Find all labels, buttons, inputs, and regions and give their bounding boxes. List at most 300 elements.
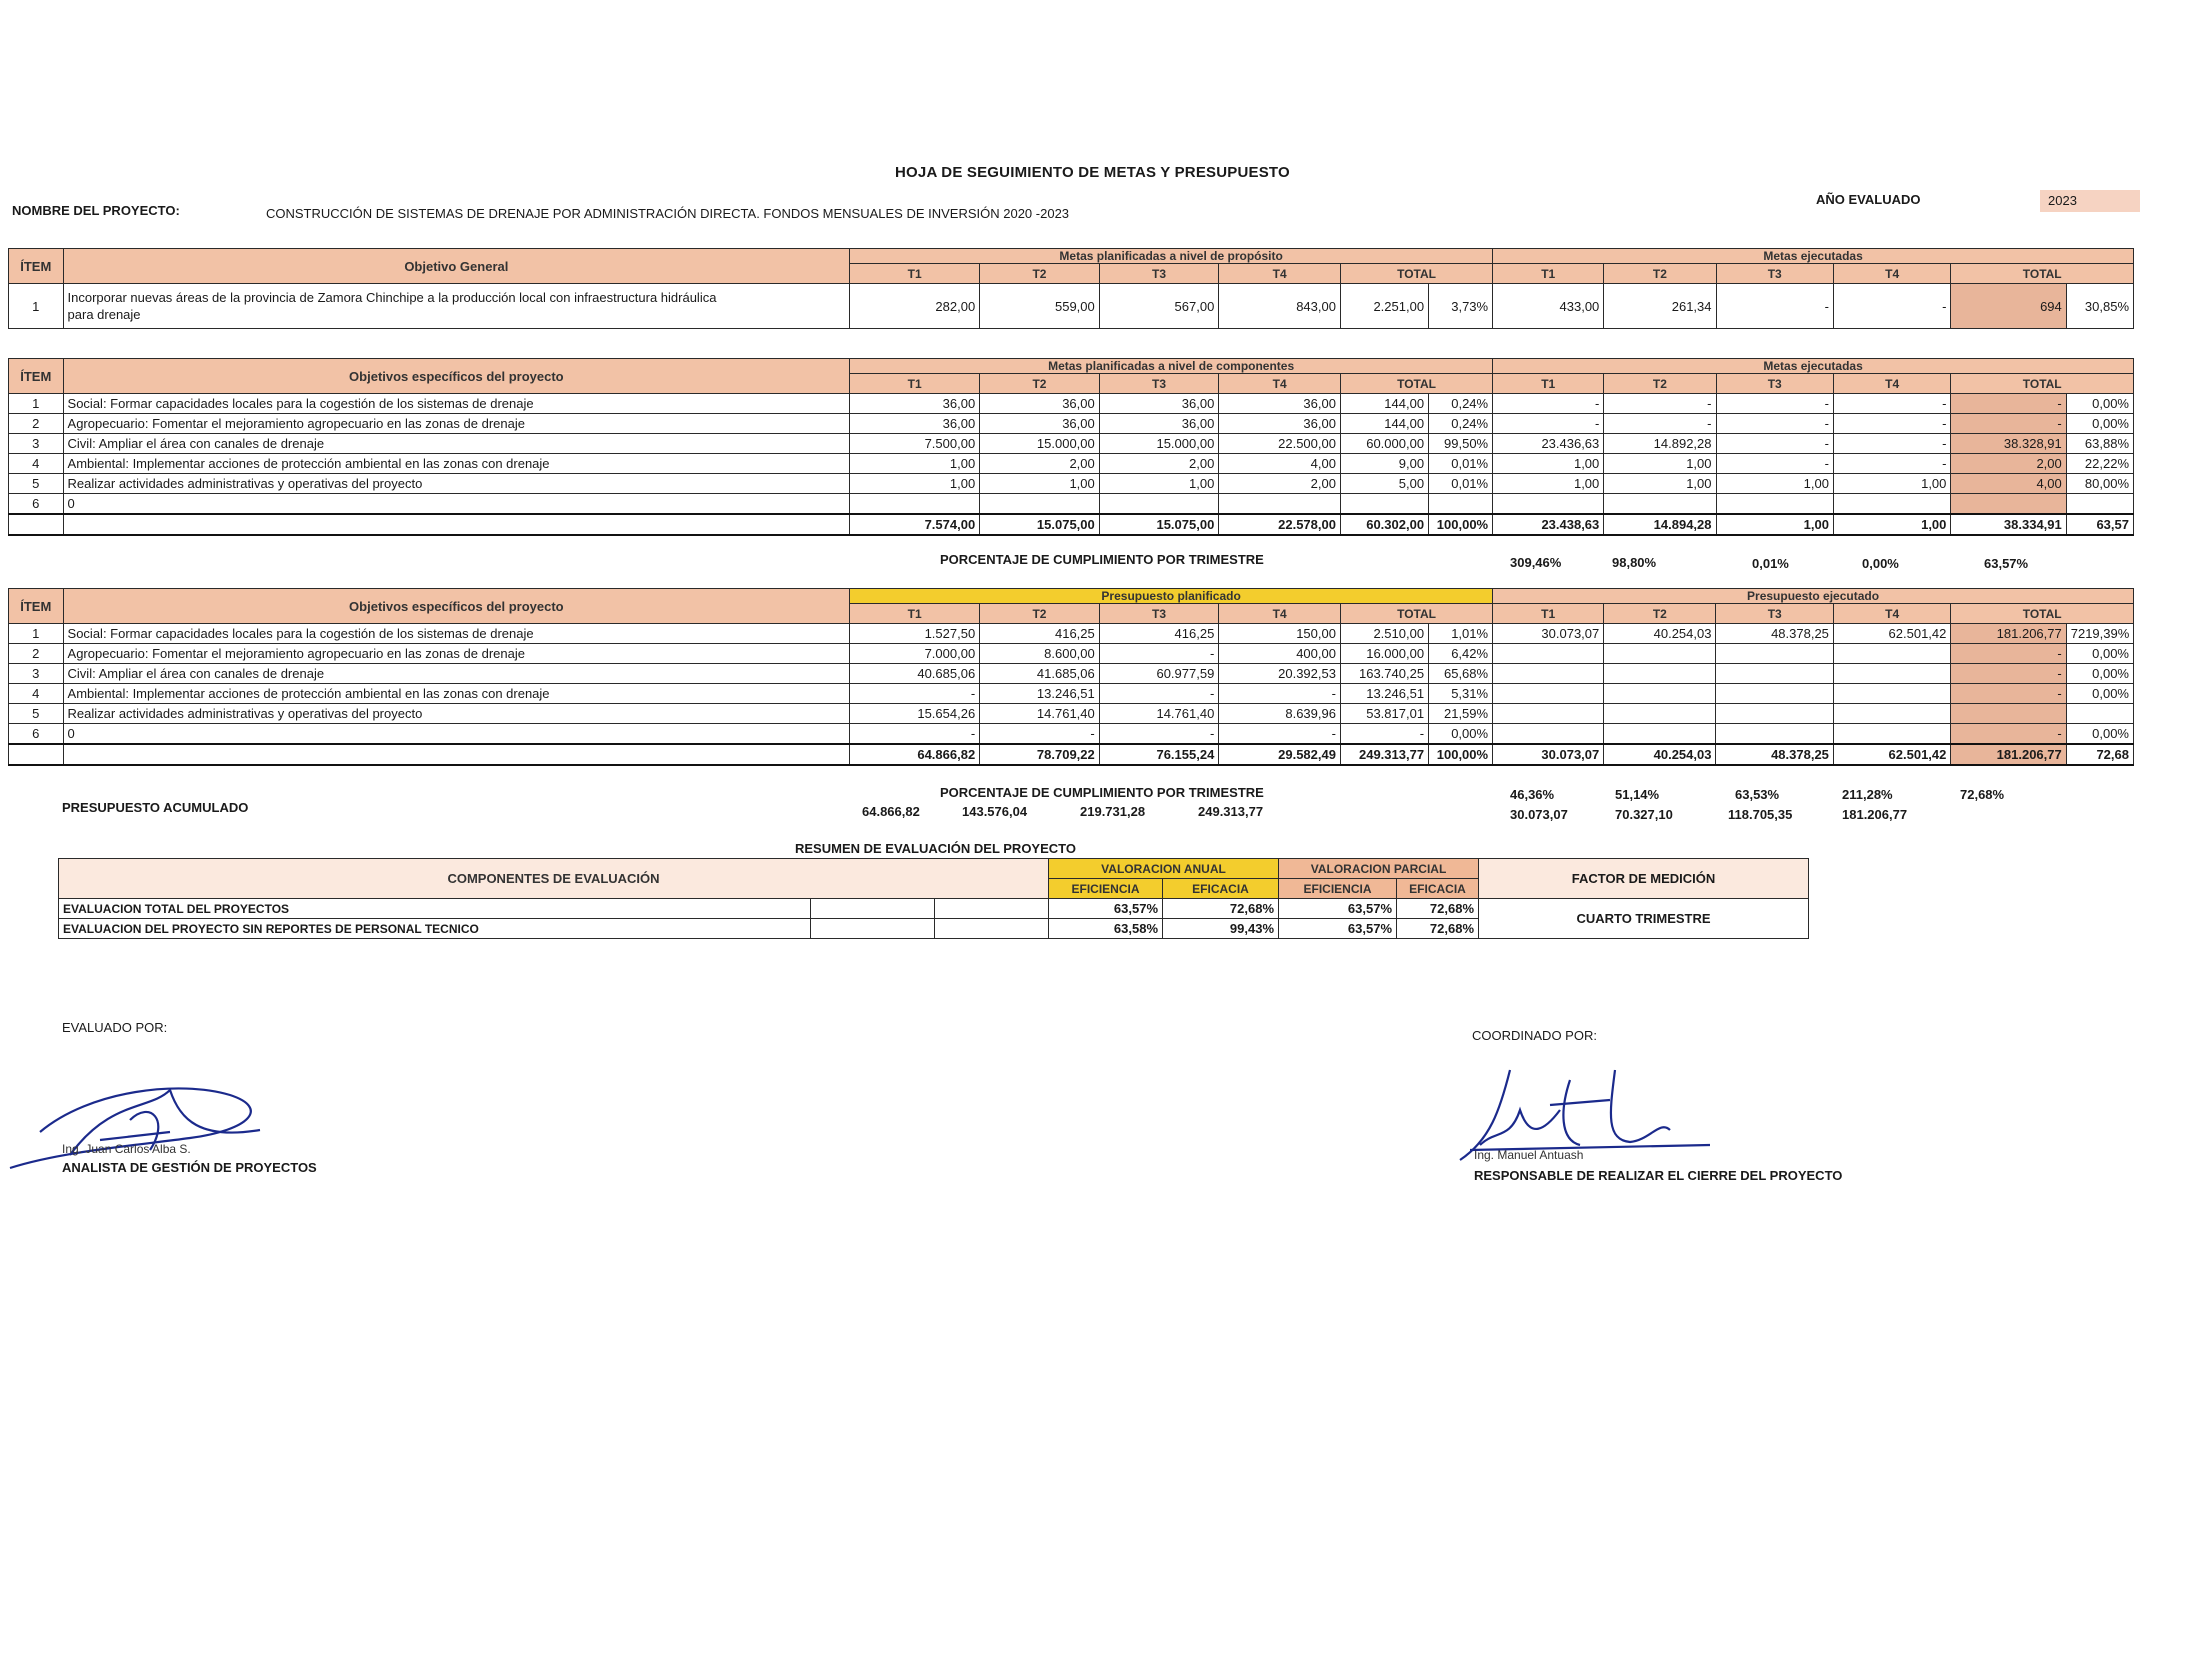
cell xyxy=(1833,724,1950,745)
accumulated-label: PRESUPUESTO ACUMULADO xyxy=(62,800,249,815)
cell xyxy=(1493,724,1604,745)
objective-header: Objetivos específicos del proyecto xyxy=(63,589,850,624)
compliance-q4: 0,00% xyxy=(1862,556,1899,571)
summary-cell: 99,43% xyxy=(1163,919,1279,939)
year-value: 2023 xyxy=(2040,190,2140,212)
summary-cell: 72,68% xyxy=(1397,919,1479,939)
cell xyxy=(1219,494,1341,515)
item-number: 6 xyxy=(9,724,64,745)
cell: 14.761,40 xyxy=(980,704,1100,724)
cell: - xyxy=(850,724,980,745)
coordinator-role: RESPONSABLE DE REALIZAR EL CIERRE DEL PROYECTO xyxy=(1474,1168,1843,1183)
cell: 65,68% xyxy=(1429,664,1493,684)
objective-text: Ambiental: Implementar acciones de protección ambiental en las zonas con drenaje xyxy=(63,684,850,704)
item-number: 4 xyxy=(9,684,64,704)
cell: 9,00 xyxy=(1340,454,1428,474)
cell: - xyxy=(1951,394,2066,414)
q3-header: T3 xyxy=(1099,264,1219,284)
item-number: 3 xyxy=(9,664,64,684)
cell: - xyxy=(1219,684,1341,704)
cell: - xyxy=(1833,414,1950,434)
total-cell: 1,00 xyxy=(1716,514,1833,535)
cell: - xyxy=(1099,644,1219,664)
total-cell: 62.501,42 xyxy=(1833,744,1950,765)
annual-efficacy-header: EFICACIA xyxy=(1163,879,1279,899)
cell: 7219,39% xyxy=(2066,624,2133,644)
cell: 62.501,42 xyxy=(1833,624,1950,644)
table-row xyxy=(9,414,2134,434)
cell: 843,00 xyxy=(1219,284,1341,329)
cell: - xyxy=(1716,434,1833,454)
cell: 2.510,00 xyxy=(1340,624,1428,644)
cell: 16.000,00 xyxy=(1340,644,1428,664)
q2-header: T2 xyxy=(1604,374,1716,394)
total-cell: 100,00% xyxy=(1429,744,1493,765)
cell: - xyxy=(1604,414,1716,434)
cell xyxy=(850,494,980,515)
item-number: 3 xyxy=(9,434,64,454)
total-cell: 64.866,82 xyxy=(850,744,980,765)
cell xyxy=(1493,664,1604,684)
total-cell: 23.438,63 xyxy=(1493,514,1604,535)
item-number: 2 xyxy=(9,644,64,664)
specific-goals-table xyxy=(8,358,2134,536)
cell: 5,00 xyxy=(1340,474,1428,494)
summary-title: RESUMEN DE EVALUACIÓN DEL PROYECTO xyxy=(795,841,1076,856)
summary-cell: 63,57% xyxy=(1279,899,1397,919)
cell xyxy=(1833,644,1950,664)
accumulated-planned-q3: 219.731,28 xyxy=(1080,804,1146,819)
annual-efficiency-header: EFICIENCIA xyxy=(1049,879,1163,899)
budget-compliance-q3: 63,53% xyxy=(1735,787,1780,802)
summary-row-label: EVALUACION TOTAL DEL PROYECTOS xyxy=(59,899,811,919)
cell: - xyxy=(1833,434,1950,454)
cell: 1,00 xyxy=(850,474,980,494)
cell xyxy=(1493,644,1604,664)
cell xyxy=(1833,494,1950,515)
cell: 2,00 xyxy=(1219,474,1341,494)
partial-efficacy-header: EFICACIA xyxy=(1397,879,1479,899)
total-cell: 29.582,49 xyxy=(1219,744,1341,765)
total-cell: 38.334,91 xyxy=(1951,514,2066,535)
cell: 2,00 xyxy=(980,454,1100,474)
total-header: TOTAL xyxy=(1951,264,2134,284)
cell: 6,42% xyxy=(1429,644,1493,664)
blank-cell xyxy=(811,899,935,919)
total-cell: 30.073,07 xyxy=(1493,744,1604,765)
q3-header: T3 xyxy=(1099,604,1219,624)
annual-header: VALORACION ANUAL xyxy=(1049,859,1279,879)
table-row xyxy=(9,724,2134,745)
cell: 400,00 xyxy=(1219,644,1341,664)
cell: 1,00 xyxy=(1716,474,1833,494)
cell: 1.527,50 xyxy=(850,624,980,644)
accumulated-executed-q1: 30.073,07 xyxy=(1510,807,1568,822)
table-row xyxy=(9,664,2134,684)
cell: 36,00 xyxy=(1219,394,1341,414)
table-row xyxy=(9,454,2134,474)
factor-value: CUARTO TRIMESTRE xyxy=(1479,899,1809,939)
cell: 36,00 xyxy=(850,414,980,434)
total-cell: 14.894,28 xyxy=(1604,514,1716,535)
table-row xyxy=(9,394,2134,414)
accumulated-executed-q3: 118.705,35 xyxy=(1728,807,1793,822)
cell: 1,00 xyxy=(980,474,1100,494)
general-objective-table xyxy=(8,248,2134,329)
objective-text: Realizar actividades administrativas y operativas del proyecto xyxy=(63,704,850,724)
cell: 694 xyxy=(1951,284,2066,329)
total-cell: 78.709,22 xyxy=(980,744,1100,765)
cell: - xyxy=(1716,284,1833,329)
budget-compliance-q1: 46,36% xyxy=(1510,787,1555,802)
q2-header: T2 xyxy=(980,374,1100,394)
cell xyxy=(1340,494,1428,515)
cell: 8.600,00 xyxy=(980,644,1100,664)
cell xyxy=(1604,644,1716,664)
cell: 40.254,03 xyxy=(1604,624,1716,644)
blank-cell xyxy=(9,744,64,765)
cell: 433,00 xyxy=(1493,284,1604,329)
total-cell: 40.254,03 xyxy=(1604,744,1716,765)
cell: - xyxy=(1716,394,1833,414)
cell: 0,00% xyxy=(2066,724,2133,745)
item-header: ÍTEM xyxy=(9,249,64,284)
cell: 15.000,00 xyxy=(1099,434,1219,454)
total-header: TOTAL xyxy=(1951,374,2134,394)
cell xyxy=(1716,644,1833,664)
cell: 63,88% xyxy=(2066,434,2133,454)
cell: 0,24% xyxy=(1429,394,1493,414)
cell: - xyxy=(1951,724,2066,745)
q1-header: T1 xyxy=(1493,374,1604,394)
cell xyxy=(980,494,1100,515)
q1-header: T1 xyxy=(850,604,980,624)
cell: 7.500,00 xyxy=(850,434,980,454)
objective-text: Social: Formar capacidades locales para la cogestión de los sistemas de drenaje xyxy=(63,394,850,414)
page-title: HOJA DE SEGUIMIENTO DE METAS Y PRESUPUESTO xyxy=(895,164,1290,181)
item-header: ÍTEM xyxy=(9,589,64,624)
planned-header: Metas planificadas a nivel de componentes xyxy=(850,359,1493,374)
item-number: 4 xyxy=(9,454,64,474)
partial-efficiency-header: EFICIENCIA xyxy=(1279,879,1397,899)
table-row xyxy=(9,434,2134,454)
cell: 14.892,28 xyxy=(1604,434,1716,454)
objective-text: 0 xyxy=(63,494,850,515)
budget-planned-header: Presupuesto planificado xyxy=(850,589,1493,604)
cell: - xyxy=(1493,394,1604,414)
accumulated-planned-q2: 143.576,04 xyxy=(962,804,1028,819)
cell xyxy=(1833,684,1950,704)
q3-header: T3 xyxy=(1716,264,1833,284)
total-cell: 181.206,77 xyxy=(1951,744,2066,765)
evaluated-by-label: EVALUADO POR: xyxy=(62,1020,168,1035)
cell: 36,00 xyxy=(980,394,1100,414)
cell: 1,00 xyxy=(1493,454,1604,474)
cell: 1,01% xyxy=(1429,624,1493,644)
cell xyxy=(2066,704,2133,724)
accumulated-executed-q4: 181.206,77 xyxy=(1842,807,1908,822)
q1-header: T1 xyxy=(850,374,980,394)
cell: 0,00% xyxy=(2066,414,2133,434)
cell: - xyxy=(1951,414,2066,434)
q3-header: T3 xyxy=(1716,374,1833,394)
cell: 4,00 xyxy=(1219,454,1341,474)
cell: 144,00 xyxy=(1340,414,1428,434)
accumulated-planned-q4: 249.313,77 xyxy=(1198,804,1264,819)
cell xyxy=(2066,494,2133,515)
cell: 7.000,00 xyxy=(850,644,980,664)
q2-header: T2 xyxy=(980,264,1100,284)
cell: - xyxy=(1833,284,1950,329)
total-cell: 15.075,00 xyxy=(1099,514,1219,535)
table-row xyxy=(9,494,2134,515)
objective-text: Social: Formar capacidades locales para la cogestión de los sistemas de drenaje xyxy=(63,624,850,644)
year-label: AÑO EVALUADO xyxy=(1816,192,1921,207)
q4-header: T4 xyxy=(1833,374,1950,394)
objective-text: Realizar actividades administrativas y operativas del proyecto xyxy=(63,474,850,494)
q2-header: T2 xyxy=(1604,604,1716,624)
total-cell: 22.578,00 xyxy=(1219,514,1341,535)
item-number: 1 xyxy=(9,624,64,644)
cell: 30.073,07 xyxy=(1493,624,1604,644)
cell: 1,00 xyxy=(1493,474,1604,494)
cell: 21,59% xyxy=(1429,704,1493,724)
cell: - xyxy=(850,684,980,704)
partial-header: VALORACION PARCIAL xyxy=(1279,859,1479,879)
cell: - xyxy=(1340,724,1428,745)
cell: 48.378,25 xyxy=(1716,624,1833,644)
cell: 14.761,40 xyxy=(1099,704,1219,724)
cell: 261,34 xyxy=(1604,284,1716,329)
cell: - xyxy=(1219,724,1341,745)
cell: 15.654,26 xyxy=(850,704,980,724)
cell xyxy=(1716,684,1833,704)
total-cell: 48.378,25 xyxy=(1716,744,1833,765)
cell xyxy=(1604,724,1716,745)
q4-header: T4 xyxy=(1219,604,1341,624)
cell: 60.000,00 xyxy=(1340,434,1428,454)
blank-cell xyxy=(63,514,850,535)
cell xyxy=(1429,494,1493,515)
signature-stroke xyxy=(1460,1070,1560,1160)
item-number: 6 xyxy=(9,494,64,515)
item-number: 5 xyxy=(9,704,64,724)
signature-stroke xyxy=(10,1088,251,1168)
objective-line: Incorporar nuevas áreas de la provincia de Zamora Chinchipe a la producción local con infraestructura hidráulica xyxy=(67,290,717,305)
cell: 22,22% xyxy=(2066,454,2133,474)
table-row xyxy=(9,704,2134,724)
budget-compliance-label: PORCENTAJE DE CUMPLIMIENTO POR TRIMESTRE xyxy=(940,785,1264,800)
total-cell: 72,68 xyxy=(2066,744,2133,765)
cell: 22.500,00 xyxy=(1219,434,1341,454)
cell: 416,25 xyxy=(980,624,1100,644)
cell: - xyxy=(1833,454,1950,474)
cell: 4,00 xyxy=(1951,474,2066,494)
cell: 0,24% xyxy=(1429,414,1493,434)
item-header: ÍTEM xyxy=(9,359,64,394)
cell: 150,00 xyxy=(1219,624,1341,644)
cell: 23.436,63 xyxy=(1493,434,1604,454)
cell: 0,00% xyxy=(2066,664,2133,684)
budget-compliance-q2: 51,14% xyxy=(1615,787,1660,802)
cell xyxy=(1604,684,1716,704)
cell xyxy=(1604,704,1716,724)
cell: 282,00 xyxy=(850,284,980,329)
cell: - xyxy=(1099,684,1219,704)
cell: 0,00% xyxy=(2066,644,2133,664)
q4-header: T4 xyxy=(1833,264,1950,284)
cell: 20.392,53 xyxy=(1219,664,1341,684)
item-number: 2 xyxy=(9,414,64,434)
cell: 0,00% xyxy=(2066,394,2133,414)
item-number: 5 xyxy=(9,474,64,494)
cell: 0,01% xyxy=(1429,454,1493,474)
cell: 38.328,91 xyxy=(1951,434,2066,454)
cell: - xyxy=(980,724,1100,745)
total-cell: 60.302,00 xyxy=(1340,514,1428,535)
cell xyxy=(1493,684,1604,704)
q4-header: T4 xyxy=(1219,264,1341,284)
q3-header: T3 xyxy=(1716,604,1833,624)
table-row xyxy=(9,474,2134,494)
accumulated-planned-q1: 64.866,82 xyxy=(862,804,920,819)
cell: 13.246,51 xyxy=(1340,684,1428,704)
q3-header: T3 xyxy=(1099,374,1219,394)
planned-header: Metas planificadas a nivel de propósito xyxy=(850,249,1493,264)
cell xyxy=(1716,724,1833,745)
compliance-total: 63,57% xyxy=(1984,556,2029,571)
summary-cell: 72,68% xyxy=(1397,899,1479,919)
q1-header: T1 xyxy=(1493,264,1604,284)
cell xyxy=(1951,704,2066,724)
cell: 99,50% xyxy=(1429,434,1493,454)
cell xyxy=(1716,494,1833,515)
cell: 36,00 xyxy=(1099,414,1219,434)
executed-header: Metas ejecutadas xyxy=(1493,359,2134,374)
cell: - xyxy=(1951,664,2066,684)
compliance-label: PORCENTAJE DE CUMPLIMIENTO POR TRIMESTRE xyxy=(940,552,1264,567)
cell: 144,00 xyxy=(1340,394,1428,414)
cell: 36,00 xyxy=(1219,414,1341,434)
table-row xyxy=(9,644,2134,664)
evaluator-name: Ing. Juan Carlos Alba S. xyxy=(62,1142,191,1156)
blank-cell xyxy=(811,919,935,939)
cell xyxy=(1604,494,1716,515)
cell: 8.639,96 xyxy=(1219,704,1341,724)
objective-header: Objetivo General xyxy=(63,249,850,284)
objective-text: Agropecuario: Fomentar el mejoramiento agropecuario en las zonas de drenaje xyxy=(63,644,850,664)
cell: - xyxy=(1833,394,1950,414)
cell: 3,73% xyxy=(1429,284,1493,329)
compliance-q3: 0,01% xyxy=(1752,556,1789,571)
total-header: TOTAL xyxy=(1340,374,1492,394)
cell: 0,00% xyxy=(2066,684,2133,704)
cell: 41.685,06 xyxy=(980,664,1100,684)
table-row xyxy=(9,684,2134,704)
objective-text: Civil: Ampliar el área con canales de drenaje xyxy=(63,664,850,684)
cell: 2,00 xyxy=(1951,454,2066,474)
objective-text: 0 xyxy=(63,724,850,745)
cell: 181.206,77 xyxy=(1951,624,2066,644)
budget-table xyxy=(8,588,2134,766)
cell xyxy=(1716,664,1833,684)
summary-table xyxy=(58,858,1809,939)
cell: 36,00 xyxy=(850,394,980,414)
cell: 5,31% xyxy=(1429,684,1493,704)
summary-cell: 63,57% xyxy=(1049,899,1163,919)
cell xyxy=(1833,704,1950,724)
cell: 0,01% xyxy=(1429,474,1493,494)
project-name-label: NOMBRE DEL PROYECTO: xyxy=(12,203,180,218)
total-header: TOTAL xyxy=(1951,604,2134,624)
item-number: 1 xyxy=(9,284,64,329)
cell xyxy=(1604,664,1716,684)
summary-row-label: EVALUACION DEL PROYECTO SIN REPORTES DE PERSONAL TECNICO xyxy=(59,919,811,939)
blank-cell xyxy=(935,919,1049,939)
q1-header: T1 xyxy=(850,264,980,284)
cell xyxy=(1493,704,1604,724)
executed-header: Metas ejecutadas xyxy=(1493,249,2134,264)
cell: - xyxy=(1716,454,1833,474)
factor-header: FACTOR DE MEDICIÓN xyxy=(1479,859,1809,899)
cell: - xyxy=(1099,724,1219,745)
cell: 416,25 xyxy=(1099,624,1219,644)
coordinator-name: Ing. Manuel Antuash xyxy=(1474,1148,1584,1162)
summary-cell: 63,58% xyxy=(1049,919,1163,939)
cell: 1,00 xyxy=(1099,474,1219,494)
table-row xyxy=(9,624,2134,644)
cell: 559,00 xyxy=(980,284,1100,329)
budget-compliance-total: 72,68% xyxy=(1960,787,2005,802)
budget-compliance-q4: 211,28% xyxy=(1842,787,1893,802)
cell: 2,00 xyxy=(1099,454,1219,474)
total-cell: 249.313,77 xyxy=(1340,744,1428,765)
cell: 1,00 xyxy=(1833,474,1950,494)
cell: 1,00 xyxy=(1604,454,1716,474)
evaluator-role: ANALISTA DE GESTIÓN DE PROYECTOS xyxy=(62,1160,317,1175)
components-header: COMPONENTES DE EVALUACIÓN xyxy=(59,859,1049,899)
summary-cell: 63,57% xyxy=(1279,919,1397,939)
objective-text xyxy=(63,284,850,329)
cell: 60.977,59 xyxy=(1099,664,1219,684)
q4-header: T4 xyxy=(1219,374,1341,394)
cell: 36,00 xyxy=(980,414,1100,434)
cell: - xyxy=(1493,414,1604,434)
cell: 1,00 xyxy=(1604,474,1716,494)
total-cell: 15.075,00 xyxy=(980,514,1100,535)
cell xyxy=(1716,704,1833,724)
objective-text: Agropecuario: Fomentar el mejoramiento agropecuario en las zonas de drenaje xyxy=(63,414,850,434)
objective-line: para drenaje xyxy=(67,307,141,322)
signature-stroke xyxy=(1550,1070,1670,1145)
blank-cell xyxy=(935,899,1049,919)
cell: 15.000,00 xyxy=(980,434,1100,454)
cell: 13.246,51 xyxy=(980,684,1100,704)
cell xyxy=(1099,494,1219,515)
q1-header: T1 xyxy=(1493,604,1604,624)
total-cell: 7.574,00 xyxy=(850,514,980,535)
total-cell: 1,00 xyxy=(1833,514,1950,535)
cell xyxy=(1493,494,1604,515)
cell: 53.817,01 xyxy=(1340,704,1428,724)
objective-text: Civil: Ampliar el área con canales de drenaje xyxy=(63,434,850,454)
total-cell: 100,00% xyxy=(1429,514,1493,535)
cell: - xyxy=(1604,394,1716,414)
cell: 1,00 xyxy=(850,454,980,474)
total-cell: 76.155,24 xyxy=(1099,744,1219,765)
total-cell: 63,57 xyxy=(2066,514,2133,535)
cell: 163.740,25 xyxy=(1340,664,1428,684)
